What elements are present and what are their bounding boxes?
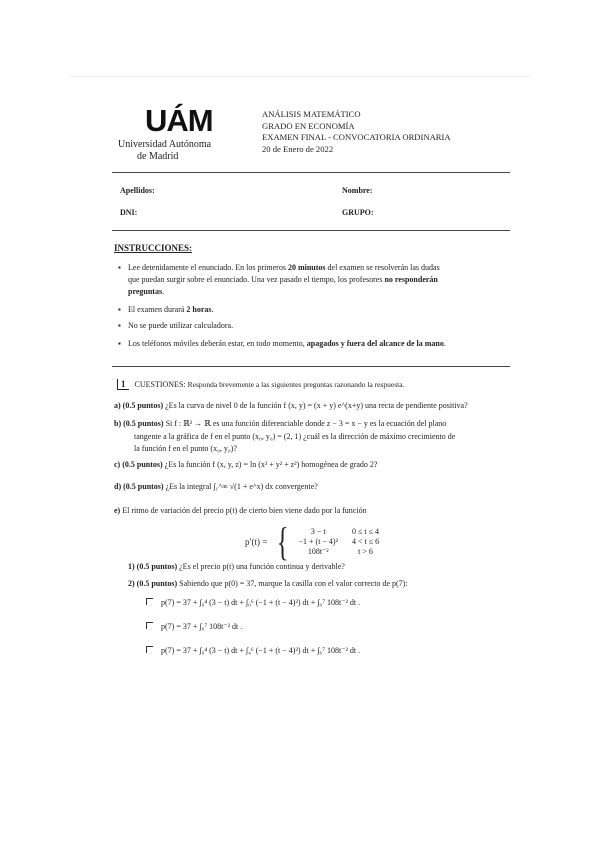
logo-line2: de Madrid [137, 151, 179, 162]
logo-line1: Universidad Autónoma [118, 139, 212, 150]
divider [112, 230, 510, 231]
bullet-icon: ▪ [118, 321, 121, 330]
question-b-line3: la función f en el punto (x₀, y₀)? [134, 444, 237, 453]
exam-header [262, 109, 451, 155]
instruction-item: que puedan surgir sobre el enunciado. Una vez pasado el tiempo, los profesores no responderán [128, 275, 438, 284]
instruction-item: El examen durará 2 horas. [128, 305, 214, 314]
question-e2: 2) (0.5 puntos) Sabiendo que p(0) = 37, marque la casilla con el valor correcto de p(7): [128, 579, 408, 588]
question-b: b) (0.5 puntos) Si f : ℝ² → ℝ es una función diferenciable donde z − 3 = x − y es la ecuación del plano [114, 419, 447, 428]
instruction-item: Lee detenidamente el enunciado. En los primeros 20 minutos del examen se resolverán las dudas [128, 263, 440, 272]
answer-option-2[interactable]: p(7) = 37 + ∫₆⁷ 108t⁻² dt . [146, 622, 242, 631]
divider [112, 366, 510, 367]
answer-option-1[interactable]: p(7) = 37 + ∫₀⁴ (3 − t) dt + ∫₀⁶ (−1 + (t − 4)²) dt + ∫₀⁷ 108t⁻² dt . [146, 598, 360, 607]
question-d: d) (0.5 puntos) ¿Es la integral ∫₁^∞ √(1 + e^x) dx convergente? [114, 482, 318, 491]
piecewise-function: p′(t) = { 3 − t 0 ≤ t ≤ 4 −1 + (t − 4)² 4 < t ≤ 6 108t⁻² t > 6 [245, 519, 380, 564]
group-field[interactable]: GRUPO: [342, 208, 374, 217]
question-a: a) (0.5 puntos) ¿Es la curva de nivel 0 de la función f (x, y) = (x + y) e^(x+y) una recta de pendiente positiva? [114, 401, 468, 410]
instructions-title: INSTRUCCIONES: [114, 243, 193, 253]
answer-option-3[interactable]: p(7) = 37 + ∫₀⁴ (3 − t) dt + ∫₄⁶ (−1 + (t − 4)²) dt + ∫₆⁷ 108t⁻² dt . [146, 646, 360, 655]
instruction-item: preguntas. [128, 287, 165, 296]
question-b-line2: tangente a la gráfica de f en el punto (x₀, y₀) = (2, 1) ¿cuál es la dirección de máximo crecimiento de [134, 432, 456, 441]
name-field[interactable]: Nombre: [342, 186, 373, 195]
instruction-item: No se puede utilizar calculadora. [128, 321, 234, 330]
exam-date: 20 de Enero de 2022 [262, 143, 334, 154]
uam-logo: UÁM [145, 103, 213, 138]
bullet-icon: ▪ [118, 305, 121, 314]
bullet-icon: ▪ [118, 339, 121, 348]
question-e: e) El ritmo de variación del precio p(t) de cierto bien viene dado por la función [114, 506, 367, 515]
question-c: c) (0.5 puntos) ¿Es la función f (x, y, z) = ln (x² + y² + z²) homogénea de grado 2? [114, 460, 378, 469]
section-heading: 1 CUESTIONES: Responda brevemente a las siguientes preguntas razonando la respuesta. [117, 379, 404, 390]
divider [112, 172, 510, 173]
checkbox[interactable] [146, 646, 153, 653]
degree: GRADO EN ECONOMÍA [262, 120, 355, 131]
subject: ANÁLISIS MATEMÁTICO [262, 109, 361, 119]
exam-type: EXAMEN FINAL - CONVOCATORIA ORDINARIA [262, 132, 451, 142]
section-number: 1 [117, 379, 129, 390]
surname-field[interactable]: Apellidos: [120, 186, 155, 195]
bullet-icon: ▪ [118, 263, 121, 272]
page-top-edge [70, 76, 530, 77]
question-e1: 1) (0.5 puntos) ¿Es el precio p(t) una función continua y derivable? [128, 562, 345, 571]
checkbox[interactable] [146, 598, 153, 605]
checkbox[interactable] [146, 622, 153, 629]
dni-field[interactable]: DNI: [120, 208, 138, 217]
instruction-item: Los teléfonos móviles deberán estar, en todo momento, apagados y fuera del alcance de la mano. [128, 339, 446, 348]
